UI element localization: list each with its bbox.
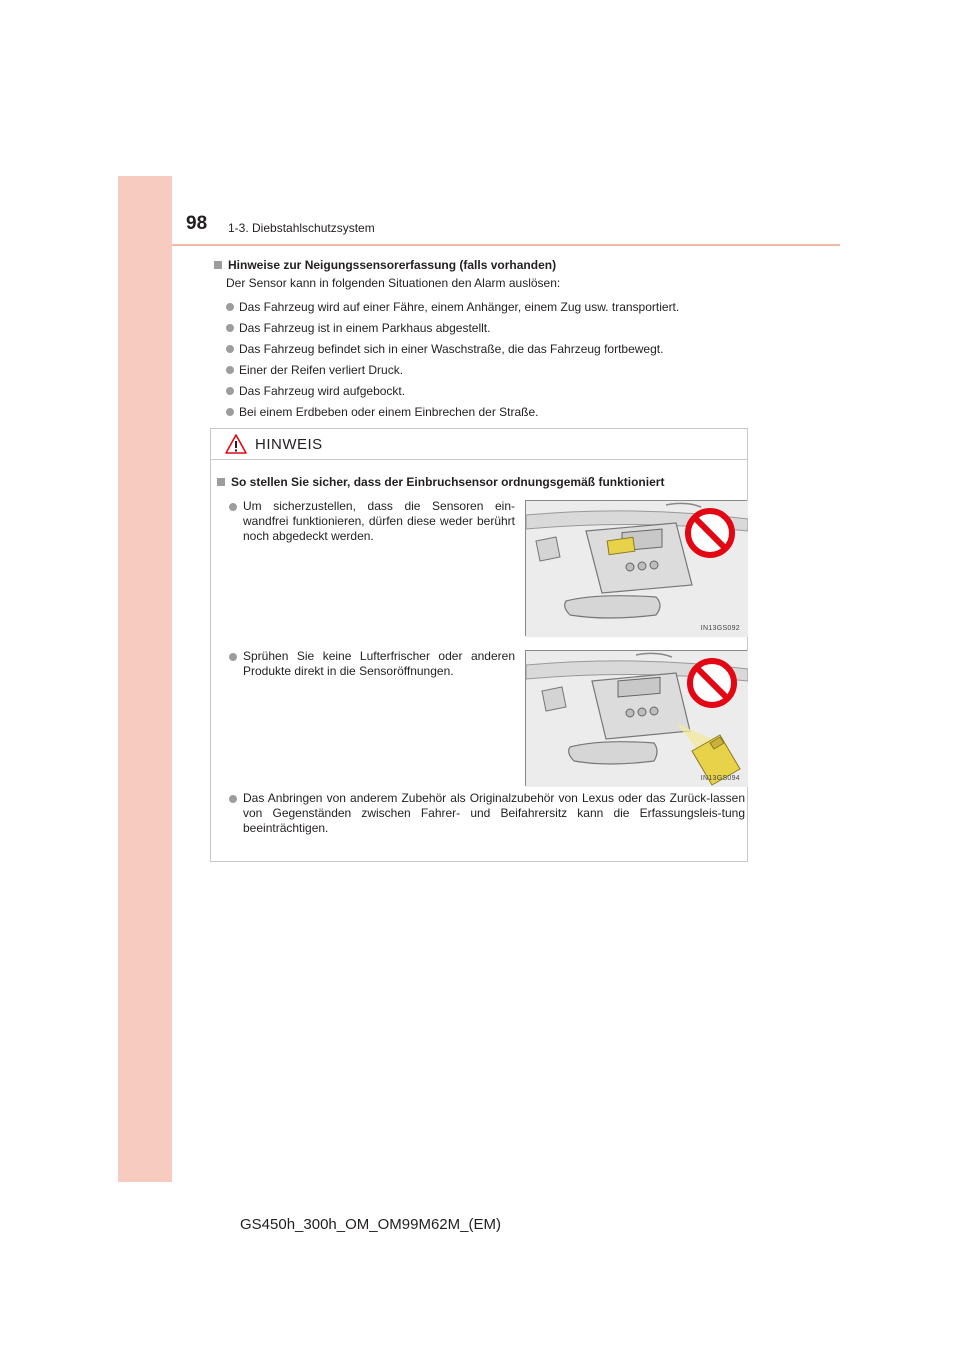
- notice-item-touch: [229, 499, 515, 544]
- bullet-dot-icon: [226, 324, 234, 332]
- tilt-sensor-list: [214, 296, 754, 422]
- list-item: [226, 338, 754, 359]
- warning-triangle-icon: [225, 434, 247, 454]
- illustration-spray: [525, 650, 747, 786]
- list-item: [226, 401, 754, 422]
- overhead-console-spray-illustration: [526, 651, 748, 787]
- list-item-text: Das Fahrzeug ist in einem Parkhaus abgestellt.: [239, 320, 491, 335]
- tilt-sensor-intro: Der Sensor kann in folgenden Situationen den Alarm auslösen:: [226, 276, 561, 290]
- tilt-sensor-heading: [214, 258, 754, 272]
- list-item-text: Einer der Reifen verliert Druck.: [239, 362, 404, 377]
- bullet-dot-icon: [226, 366, 234, 374]
- section-title: 1-3. Diebstahlschutzsystem: [228, 221, 375, 235]
- list-item: [226, 359, 754, 380]
- notice-item-text: Sprühen Sie keine Lufterfrischer oder anderen Produkte direkt in die Sensoröffnungen.: [243, 649, 515, 678]
- illustration-code: IN13GS092: [700, 625, 740, 632]
- notice-item-text: Um sicherzustellen, dass die Sensoren ein-wandfrei funktionieren, dürfen diese weder berührt noch abgedeckt werden.: [243, 499, 515, 543]
- square-bullet-icon: [217, 478, 225, 486]
- notice-header: [211, 429, 747, 460]
- list-item: [226, 380, 754, 401]
- notice-box: [210, 428, 748, 862]
- header-rule: [172, 244, 840, 246]
- list-item-text: Das Fahrzeug befindet sich in einer Waschstraße, die das Fahrzeug fortbewegt.: [239, 341, 664, 356]
- square-bullet-icon: [214, 261, 222, 269]
- chapter-side-band: [118, 176, 172, 1182]
- bullet-dot-icon: [226, 345, 234, 353]
- bullet-dot-icon: [229, 503, 237, 511]
- tilt-sensor-section: [214, 258, 754, 422]
- list-item-text: Das Fahrzeug wird aufgebockt.: [239, 383, 406, 398]
- bullet-dot-icon: [229, 653, 237, 661]
- list-item-text: Bei einem Erdbeben oder einem Einbrechen der Straße.: [239, 404, 539, 419]
- bullet-dot-icon: [226, 387, 234, 395]
- list-item: [226, 317, 754, 338]
- tilt-sensor-heading-text: Hinweise zur Neigungssensorerfassung (falls vorhanden): [228, 258, 557, 272]
- notice-heading: [217, 475, 664, 489]
- notice-title: HINWEIS: [255, 435, 323, 453]
- list-item-text: Das Fahrzeug wird auf einer Fähre, einem Anhänger, einem Zug usw. transportiert.: [239, 299, 680, 314]
- illustration-sensor-covered: [525, 500, 747, 636]
- notice-item-text: Das Anbringen von anderem Zubehör als Originalzubehör von Lexus oder das Zurück-lassen von Gegenständen zwischen Fahrer- und Beifahrersitz kann die Erfassungsleis-tung beeinträchtigen.: [243, 791, 745, 835]
- notice-item-spray: [229, 649, 515, 679]
- bullet-dot-icon: [226, 303, 234, 311]
- notice-item-accessories: [229, 791, 745, 836]
- footer-manual-code: GS450h_300h_OM_OM99M62M_(EM): [240, 1216, 501, 1233]
- bullet-dot-icon: [226, 408, 234, 416]
- illustration-code: IN13GS094: [700, 775, 740, 782]
- page-number: 98: [186, 213, 208, 234]
- notice-heading-text: So stellen Sie sicher, dass der Einbruchsensor ordnungsgemäß funktioniert: [231, 475, 665, 489]
- overhead-console-illustration: [526, 501, 748, 637]
- list-item: [226, 296, 754, 317]
- bullet-dot-icon: [229, 795, 237, 803]
